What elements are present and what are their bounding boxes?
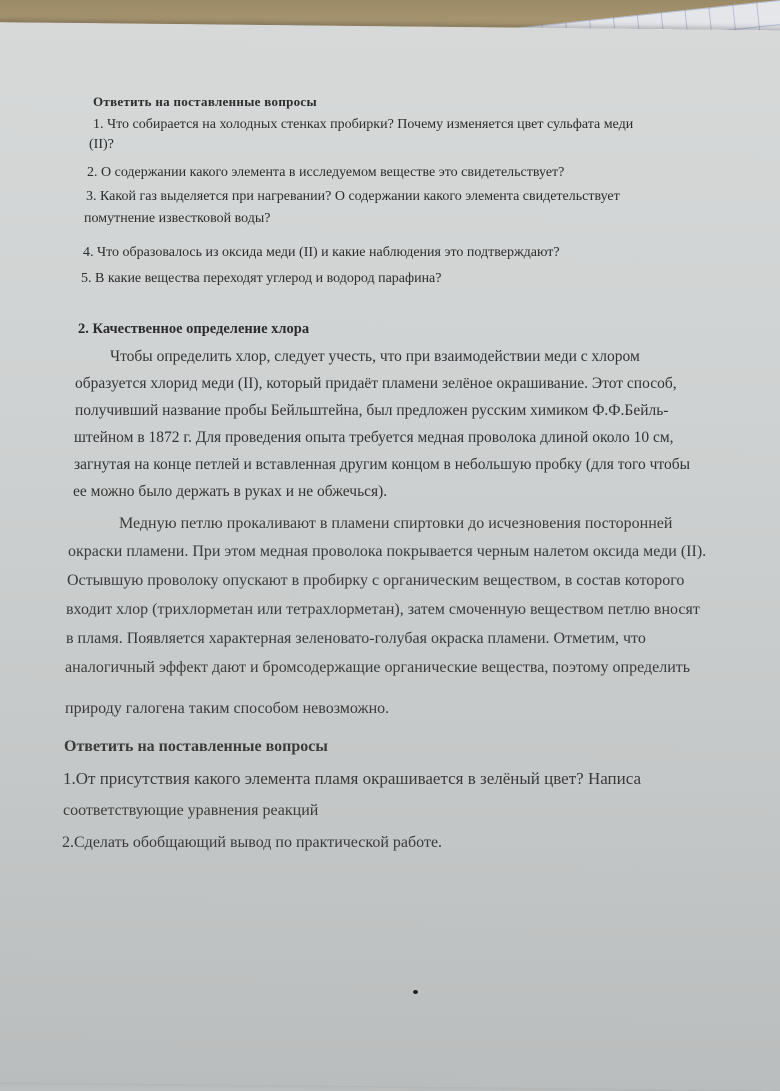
question-1-line-2: (II)? (89, 137, 114, 152)
question-2: 2. О содержании какого элемента в исследуемом веществе это свидетельствует? (87, 165, 565, 180)
paragraph2-line-4: входит хлор (трихлорметан или тетрахлорметан), затем смоченную веществом петлю вносят (66, 601, 700, 618)
final-question-1-line-1: 1.От присутствия какого элемента пламя окрашивается в зелёный цвет? Написа (63, 769, 642, 788)
section2-title: 2. Качественное определение хлора (78, 321, 310, 337)
paragraph1-line-2: образуется хлорид меди (II), который придаёт пламени зелёное окрашивание. Этот способ, (75, 375, 677, 392)
question-1-line-1: 1. Что собирается на холодных стенках пробирки? Почему изменяется цвет сульфата меди (93, 117, 634, 132)
paragraph1-line-1: Чтобы определить хлор, следует учесть, что при взаимодействии меди с хлором (110, 348, 640, 365)
paragraph2-line-1: Медную петлю прокаливают в пламени спиртовки до исчезновения посторонней (119, 515, 673, 532)
question-3-line-1: 3. Какой газ выделяется при нагревании? О содержании какого элемента свидетельствует (86, 189, 620, 204)
section1-heading: Ответить на поставленные вопросы (93, 94, 317, 109)
paragraph1-line-3: получивший название пробы Бейльштейна, был предложен русским химиком Ф.Ф.Бейль- (75, 402, 669, 419)
question-5: 5. В какие вещества переходят углерод и водород парафина? (81, 271, 442, 286)
paragraph2-line-5: в пламя. Появляется характерная зеленовато-голубая окраска пламени. Отметим, что (66, 630, 646, 647)
question-4: 4. Что образовалось из оксида меди (II) и какие наблюдения это подтверждают? (83, 245, 560, 260)
ink-speck (413, 990, 418, 994)
paragraph2-line-2: окраски пламени. При этом медная проволока покрывается черным налетом оксида меди (II). (68, 543, 707, 560)
paragraph1-line-4: штейном в 1872 г. Для проведения опыта требуется медная проволока длиной около 10 см, (74, 429, 674, 446)
paragraph1-line-5: загнутая на конце петлей и вставленная другим концом в небольшую пробку (для того чтобы (74, 456, 691, 473)
question-3-line-2: помутнение известковой воды? (84, 211, 271, 226)
paragraph1-line-6: ее можно было держать в руках и не обжечься). (73, 483, 388, 500)
paragraph2-line-7: природу галогена таким способом невозможно. (65, 700, 390, 717)
section3-heading: Ответить на поставленные вопросы (64, 738, 328, 755)
final-question-1-line-2: соответствующие уравнения реакций (63, 802, 319, 819)
paragraph2-line-6: аналогичный эффект дают и бромсодержащие органические вещества, поэтому определить (65, 659, 691, 676)
final-question-2: 2.Сделать обобщающий вывод по практической работе. (62, 834, 443, 851)
paragraph2-line-3: Остывшую проволоку опускают в пробирку с органическим веществом, в состав которого (67, 572, 685, 589)
